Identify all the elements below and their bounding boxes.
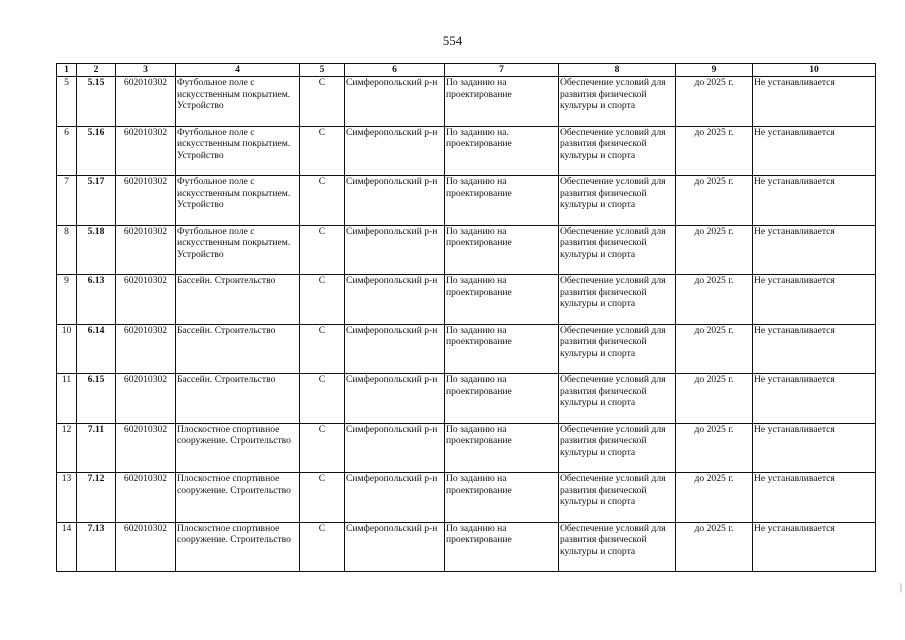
object-characteristics: По заданию на проектирование	[445, 225, 559, 275]
object-status: С	[300, 275, 345, 325]
object-status: С	[300, 374, 345, 424]
table-row	[57, 176, 876, 226]
header-cell-9: 9	[676, 64, 753, 77]
table-row	[57, 275, 876, 325]
object-characteristics: По заданию на проектирование	[445, 473, 559, 523]
protection-zone: Не устанавливается	[753, 473, 876, 523]
header-cell-1: 1	[57, 64, 77, 77]
classifier-code: 602010302	[116, 374, 176, 424]
object-characteristics: По заданию на проектирование	[445, 77, 559, 127]
object-purpose: Обеспечение условий для развития физической культуры и спорта	[559, 126, 676, 176]
object-location: Симферопольский р-н	[345, 126, 445, 176]
object-purpose: Обеспечение условий для развития физической культуры и спорта	[559, 522, 676, 572]
implementation-term: до 2025 г.	[676, 324, 753, 374]
row-number: 8	[57, 225, 77, 275]
object-purpose: Обеспечение условий для развития физической культуры и спорта	[559, 77, 676, 127]
object-location: Симферопольский р-н	[345, 423, 445, 473]
object-purpose: Обеспечение условий для развития физической культуры и спорта	[559, 374, 676, 424]
object-purpose: Обеспечение условий для развития физической культуры и спорта	[559, 275, 676, 325]
classifier-code: 602010302	[116, 473, 176, 523]
object-location: Симферопольский р-н	[345, 374, 445, 424]
object-name: Футбольное поле с искусственным покрытием. Устройство	[176, 225, 300, 275]
protection-zone: Не устанавливается	[753, 423, 876, 473]
object-location: Симферопольский р-н	[345, 225, 445, 275]
row-number: 12	[57, 423, 77, 473]
object-characteristics: По заданию на проектирование	[445, 423, 559, 473]
table-row	[57, 126, 876, 176]
scan-edge-mark: |	[900, 582, 903, 593]
implementation-term: до 2025 г.	[676, 126, 753, 176]
object-purpose: Обеспечение условий для развития физической культуры и спорта	[559, 423, 676, 473]
object-purpose: Обеспечение условий для развития физической культуры и спорта	[559, 225, 676, 275]
table-row	[57, 522, 876, 572]
object-characteristics: По заданию на проектирование	[445, 176, 559, 226]
row-number: 13	[57, 473, 77, 523]
object-name: Плоскостное спортивное сооружение. Строительство	[176, 473, 300, 523]
header-cell-4: 4	[176, 64, 300, 77]
page-number: 554	[442, 33, 463, 48]
object-code: 5.18	[77, 225, 116, 275]
object-code: 5.17	[77, 176, 116, 226]
object-characteristics: По заданию на проектирование	[445, 275, 559, 325]
object-characteristics: По заданию на проектирование	[445, 374, 559, 424]
row-number: 10	[57, 324, 77, 374]
implementation-term: до 2025 г.	[676, 374, 753, 424]
header-row	[57, 64, 876, 77]
object-location: Симферопольский р-н	[345, 77, 445, 127]
header-cell-10: 10	[753, 64, 876, 77]
object-characteristics: По заданию на проектирование	[445, 324, 559, 374]
protection-zone: Не устанавливается	[753, 176, 876, 226]
object-status: С	[300, 77, 345, 127]
implementation-term: до 2025 г.	[676, 225, 753, 275]
object-name: Футбольное поле с искусственным покрытием. Устройство	[176, 77, 300, 127]
object-code: 7.13	[77, 522, 116, 572]
header-cell-3: 3	[116, 64, 176, 77]
object-name: Плоскостное спортивное сооружение. Строительство	[176, 522, 300, 572]
object-name: Футбольное поле с искусственным покрытием. Устройство	[176, 126, 300, 176]
object-purpose: Обеспечение условий для развития физической культуры и спорта	[559, 324, 676, 374]
planned-objects-table	[56, 63, 876, 572]
object-code: 7.11	[77, 423, 116, 473]
object-name: Бассейн. Строительство	[176, 324, 300, 374]
protection-zone: Не устанавливается	[753, 522, 876, 572]
implementation-term: до 2025 г.	[676, 423, 753, 473]
implementation-term: до 2025 г.	[676, 275, 753, 325]
classifier-code: 602010302	[116, 423, 176, 473]
implementation-term: до 2025 г.	[676, 77, 753, 127]
object-status: С	[300, 126, 345, 176]
object-location: Симферопольский р-н	[345, 324, 445, 374]
object-purpose: Обеспечение условий для развития физической культуры и спорта	[559, 176, 676, 226]
object-code: 7.12	[77, 473, 116, 523]
classifier-code: 602010302	[116, 176, 176, 226]
object-code: 5.16	[77, 126, 116, 176]
table-row	[57, 473, 876, 523]
header-cell-8: 8	[559, 64, 676, 77]
table-row	[57, 77, 876, 127]
object-code: 6.13	[77, 275, 116, 325]
object-purpose: Обеспечение условий для развития физической культуры и спорта	[559, 473, 676, 523]
protection-zone: Не устанавливается	[753, 126, 876, 176]
object-characteristics: По заданию на проектирование	[445, 522, 559, 572]
object-code: 5.15	[77, 77, 116, 127]
row-number: 9	[57, 275, 77, 325]
classifier-code: 602010302	[116, 225, 176, 275]
row-number: 11	[57, 374, 77, 424]
implementation-term: до 2025 г.	[676, 473, 753, 523]
object-status: С	[300, 473, 345, 523]
implementation-term: до 2025 г.	[676, 522, 753, 572]
object-location: Симферопольский р-н	[345, 473, 445, 523]
protection-zone: Не устанавливается	[753, 374, 876, 424]
classifier-code: 602010302	[116, 324, 176, 374]
classifier-code: 602010302	[116, 275, 176, 325]
classifier-code: 602010302	[116, 77, 176, 127]
row-number: 7	[57, 176, 77, 226]
object-code: 6.14	[77, 324, 116, 374]
object-name: Бассейн. Строительство	[176, 374, 300, 424]
object-status: С	[300, 176, 345, 226]
row-number: 6	[57, 126, 77, 176]
classifier-code: 602010302	[116, 126, 176, 176]
header-cell-2: 2	[77, 64, 116, 77]
classifier-code: 602010302	[116, 522, 176, 572]
implementation-term: до 2025 г.	[676, 176, 753, 226]
object-code: 6.15	[77, 374, 116, 424]
protection-zone: Не устанавливается	[753, 275, 876, 325]
protection-zone: Не устанавливается	[753, 324, 876, 374]
table-row	[57, 423, 876, 473]
header-cell-6: 6	[345, 64, 445, 77]
object-status: С	[300, 225, 345, 275]
header-cell-7: 7	[445, 64, 559, 77]
object-location: Симферопольский р-н	[345, 176, 445, 226]
object-location: Симферопольский р-н	[345, 275, 445, 325]
object-location: Симферопольский р-н	[345, 522, 445, 572]
object-name: Бассейн. Строительство	[176, 275, 300, 325]
table-row	[57, 225, 876, 275]
object-status: С	[300, 324, 345, 374]
row-number: 5	[57, 77, 77, 127]
table-row	[57, 324, 876, 374]
protection-zone: Не устанавливается	[753, 225, 876, 275]
object-name: Футбольное поле с искусственным покрытием. Устройство	[176, 176, 300, 226]
object-characteristics: По заданию на. проектирование	[445, 126, 559, 176]
object-status: С	[300, 522, 345, 572]
object-status: С	[300, 423, 345, 473]
object-name: Плоскостное спортивное сооружение. Строительство	[176, 423, 300, 473]
row-number: 14	[57, 522, 77, 572]
table-row	[57, 374, 876, 424]
protection-zone: Не устанавливается	[753, 77, 876, 127]
header-cell-5: 5	[300, 64, 345, 77]
